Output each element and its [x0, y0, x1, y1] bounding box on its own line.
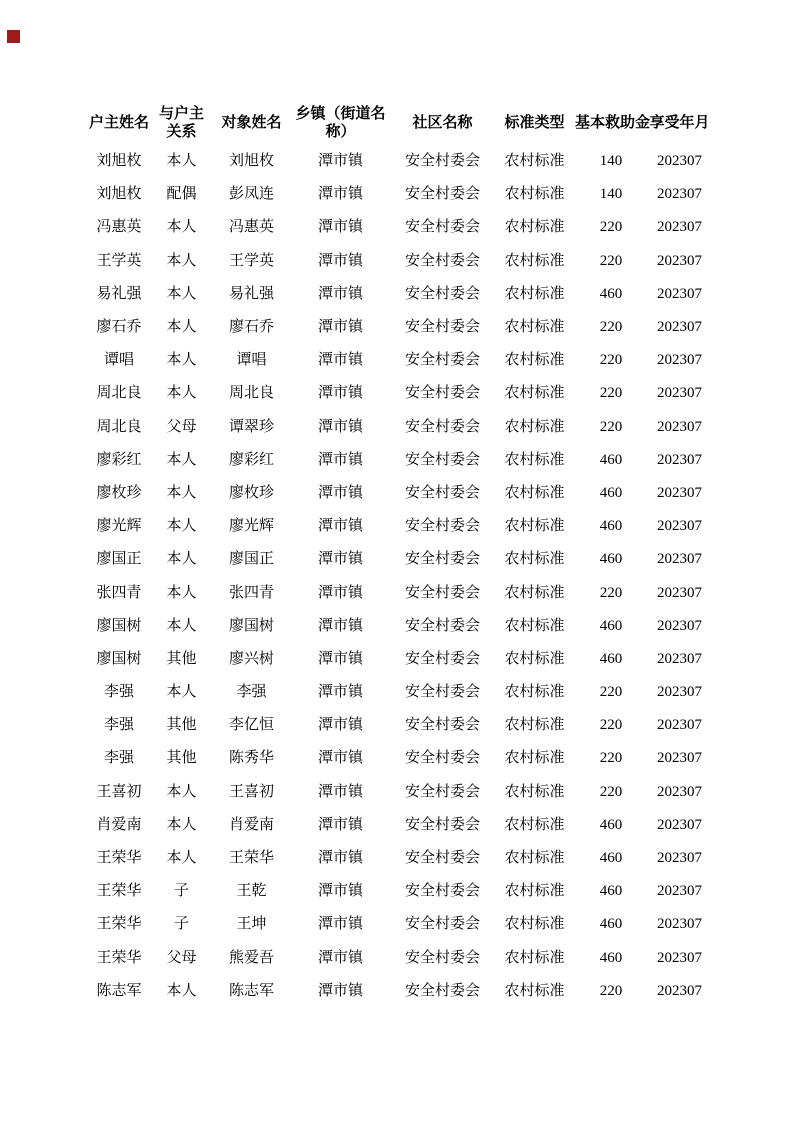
- table-cell-householder: 王喜初: [96, 783, 142, 800]
- table-cell-target: 陈志军: [228, 982, 274, 999]
- table-row: [88, 776, 712, 809]
- table-cell-standard: 农村标准: [504, 650, 565, 667]
- table-cell-householder: 王荣华: [96, 850, 142, 867]
- table-cell-householder: 肖爱南: [96, 816, 142, 833]
- table-cell-amount: 220: [599, 418, 623, 435]
- table-cell-standard: 农村标准: [504, 816, 565, 833]
- table-cell-relation: 本人: [166, 319, 197, 336]
- table-cell-target: 李亿恒: [228, 717, 274, 734]
- table-cell-month: 202307: [657, 949, 702, 966]
- table-row: [88, 444, 712, 477]
- table-cell-month: 202307: [657, 850, 702, 867]
- table-cell-householder: 廖彩红: [96, 451, 142, 468]
- table-cell-township: 潭市镇: [317, 186, 363, 203]
- column-header-line: 乡镇（街道名: [295, 105, 386, 122]
- table-cell-month: 202307: [657, 219, 702, 236]
- table-cell-householder: 陈志军: [96, 982, 142, 999]
- table-cell-month: 202307: [657, 352, 702, 369]
- table-cell-householder: 周北良: [96, 418, 142, 435]
- table-cell-township: 潭市镇: [317, 153, 363, 170]
- table-cell-community: 安全村委会: [404, 982, 480, 999]
- table-row: [88, 411, 712, 444]
- table-cell-relation: 本人: [166, 385, 197, 402]
- table-cell-relation: 本人: [166, 352, 197, 369]
- table-cell-relation: 本人: [166, 451, 197, 468]
- table-cell-relation: 本人: [166, 153, 197, 170]
- table-cell-householder: 冯惠英: [96, 219, 142, 236]
- table-cell-amount: 220: [599, 385, 623, 402]
- table-row: [88, 477, 712, 510]
- table-cell-township: 潭市镇: [317, 650, 363, 667]
- table-cell-relation: 父母: [166, 418, 197, 435]
- table-row: [88, 942, 712, 975]
- table-cell-township: 潭市镇: [317, 783, 363, 800]
- table-cell-township: 潭市镇: [317, 551, 363, 568]
- table-cell-amount: 460: [599, 850, 623, 867]
- table-cell-community: 安全村委会: [404, 252, 480, 269]
- table-cell-amount: 220: [599, 684, 623, 701]
- table-cell-target: 廖彩红: [228, 451, 274, 468]
- table-cell-householder: 廖光辉: [96, 518, 142, 535]
- table-cell-standard: 农村标准: [504, 484, 565, 501]
- table-row: [88, 610, 712, 643]
- table-row: [88, 178, 712, 211]
- table-cell-township: 潭市镇: [317, 982, 363, 999]
- table-cell-community: 安全村委会: [404, 153, 480, 170]
- table-cell-amount: 460: [599, 883, 623, 900]
- table-row: [88, 543, 712, 576]
- table-cell-target: 廖兴树: [228, 650, 274, 667]
- table-cell-amount: 220: [599, 252, 623, 269]
- table-cell-relation: 子: [173, 916, 189, 933]
- table-cell-standard: 农村标准: [504, 750, 565, 767]
- table-row: [88, 278, 712, 311]
- table-cell-relation: 本人: [166, 551, 197, 568]
- table-cell-township: 潭市镇: [317, 319, 363, 336]
- table-cell-standard: 农村标准: [504, 352, 565, 369]
- table-cell-standard: 农村标准: [504, 219, 565, 236]
- table-cell-relation: 本人: [166, 484, 197, 501]
- column-header-target: 对象姓名: [221, 114, 282, 131]
- table-row: [88, 245, 712, 278]
- table-cell-amount: 460: [599, 551, 623, 568]
- table-cell-amount: 460: [599, 916, 623, 933]
- table-cell-community: 安全村委会: [404, 285, 480, 302]
- table-cell-standard: 农村标准: [504, 717, 565, 734]
- column-header-householder: 户主姓名: [88, 114, 149, 131]
- table-cell-householder: 张四青: [96, 584, 142, 601]
- table-cell-township: 潭市镇: [317, 385, 363, 402]
- table-cell-month: 202307: [657, 551, 702, 568]
- table-row: [88, 809, 712, 842]
- table-cell-month: 202307: [657, 451, 702, 468]
- table-cell-township: 潭市镇: [317, 252, 363, 269]
- table-cell-standard: 农村标准: [504, 617, 565, 634]
- table-cell-relation: 本人: [166, 783, 197, 800]
- table-row: [88, 908, 712, 941]
- table-cell-amount: 220: [599, 717, 623, 734]
- table-cell-standard: 农村标准: [504, 916, 565, 933]
- table-cell-community: 安全村委会: [404, 717, 480, 734]
- table-cell-standard: 农村标准: [504, 949, 565, 966]
- table-cell-month: 202307: [657, 717, 702, 734]
- table-cell-community: 安全村委会: [404, 850, 480, 867]
- table-cell-relation: 本人: [166, 285, 197, 302]
- table-cell-township: 潭市镇: [317, 352, 363, 369]
- column-header-community: 社区名称: [412, 114, 473, 131]
- table-cell-amount: 220: [599, 352, 623, 369]
- table-row: [88, 709, 712, 742]
- table-cell-householder: 王荣华: [96, 949, 142, 966]
- table-cell-relation: 本人: [166, 684, 197, 701]
- red-marker: [7, 30, 20, 43]
- table-row: [88, 510, 712, 543]
- table-cell-target: 王学英: [228, 252, 274, 269]
- table-cell-month: 202307: [657, 252, 702, 269]
- table-cell-community: 安全村委会: [404, 418, 480, 435]
- table-cell-township: 潭市镇: [317, 451, 363, 468]
- table-cell-amount: 460: [599, 650, 623, 667]
- table-row: [88, 377, 712, 410]
- table-row: [88, 344, 712, 377]
- table-cell-amount: 460: [599, 451, 623, 468]
- table-cell-target: 张四青: [228, 584, 274, 601]
- table-row: [88, 311, 712, 344]
- table-cell-community: 安全村委会: [404, 883, 480, 900]
- table-cell-relation: 本人: [166, 584, 197, 601]
- subsidy-table: [88, 101, 712, 1008]
- table-cell-amount: 220: [599, 584, 623, 601]
- table-cell-amount: 460: [599, 949, 623, 966]
- table-cell-month: 202307: [657, 750, 702, 767]
- table-cell-township: 潭市镇: [317, 418, 363, 435]
- table-row: [88, 676, 712, 709]
- table-cell-standard: 农村标准: [504, 850, 565, 867]
- table-cell-target: 王坤: [236, 916, 267, 933]
- table-cell-standard: 农村标准: [504, 418, 565, 435]
- table-row: [88, 643, 712, 676]
- table-cell-township: 潭市镇: [317, 617, 363, 634]
- table-cell-month: 202307: [657, 684, 702, 701]
- table-cell-target: 王荣华: [228, 850, 274, 867]
- table-cell-community: 安全村委会: [404, 684, 480, 701]
- table-cell-target: 肖爱南: [228, 816, 274, 833]
- table-cell-month: 202307: [657, 584, 702, 601]
- table-cell-relation: 本人: [166, 816, 197, 833]
- table-cell-target: 王乾: [236, 883, 267, 900]
- table-cell-householder: 廖枚珍: [96, 484, 142, 501]
- table-cell-community: 安全村委会: [404, 783, 480, 800]
- table-cell-relation: 本人: [166, 518, 197, 535]
- table-row: [88, 211, 712, 244]
- table-cell-community: 安全村委会: [404, 650, 480, 667]
- table-cell-township: 潭市镇: [317, 219, 363, 236]
- table-cell-standard: 农村标准: [504, 252, 565, 269]
- table-cell-householder: 李强: [103, 717, 134, 734]
- table-cell-township: 潭市镇: [317, 684, 363, 701]
- table-cell-amount: 460: [599, 484, 623, 501]
- table-cell-community: 安全村委会: [404, 451, 480, 468]
- table-cell-community: 安全村委会: [404, 319, 480, 336]
- table-cell-amount: 220: [599, 750, 623, 767]
- table-cell-amount: 220: [599, 319, 623, 336]
- table-cell-month: 202307: [657, 883, 702, 900]
- table-cell-community: 安全村委会: [404, 385, 480, 402]
- table-cell-householder: 王荣华: [96, 916, 142, 933]
- table-cell-target: 谭唱: [236, 352, 267, 369]
- table-cell-relation: 其他: [166, 750, 197, 767]
- table-cell-amount: 140: [599, 153, 623, 170]
- table-cell-target: 谭翠珍: [228, 418, 274, 435]
- table-cell-target: 廖光辉: [228, 518, 274, 535]
- table-cell-month: 202307: [657, 484, 702, 501]
- table-cell-community: 安全村委会: [404, 916, 480, 933]
- table-cell-month: 202307: [657, 385, 702, 402]
- table-cell-amount: 220: [599, 982, 623, 999]
- table-cell-target: 廖枚珍: [228, 484, 274, 501]
- table-cell-householder: 谭唱: [103, 352, 134, 369]
- table-cell-householder: 廖国树: [96, 617, 142, 634]
- table-cell-month: 202307: [657, 153, 702, 170]
- table-cell-community: 安全村委会: [404, 750, 480, 767]
- table-row: [88, 145, 712, 178]
- table-cell-township: 潭市镇: [317, 717, 363, 734]
- table-cell-community: 安全村委会: [404, 219, 480, 236]
- table-cell-community: 安全村委会: [404, 518, 480, 535]
- table-cell-month: 202307: [657, 518, 702, 535]
- table-cell-standard: 农村标准: [504, 385, 565, 402]
- table-cell-community: 安全村委会: [404, 617, 480, 634]
- column-header-relation: [150, 101, 213, 145]
- table-cell-standard: 农村标准: [504, 319, 565, 336]
- table-cell-township: 潭市镇: [317, 750, 363, 767]
- table-cell-standard: 农村标准: [504, 783, 565, 800]
- table-cell-target: 刘旭枚: [228, 153, 274, 170]
- column-header-amount: 基本救助金: [575, 114, 651, 131]
- table-cell-community: 安全村委会: [404, 551, 480, 568]
- table-cell-month: 202307: [657, 650, 702, 667]
- table-cell-relation: 配偶: [166, 186, 197, 203]
- table-cell-township: 潭市镇: [317, 949, 363, 966]
- table-cell-community: 安全村委会: [404, 949, 480, 966]
- table-cell-standard: 农村标准: [504, 584, 565, 601]
- table-row: [88, 875, 712, 908]
- table-cell-month: 202307: [657, 418, 702, 435]
- table-cell-target: 周北良: [228, 385, 274, 402]
- table-cell-community: 安全村委会: [404, 186, 480, 203]
- table-cell-householder: 易礼强: [96, 285, 142, 302]
- table-cell-month: 202307: [657, 916, 702, 933]
- table-row: [88, 742, 712, 775]
- column-header-line: 关系: [166, 123, 197, 140]
- table-cell-relation: 本人: [166, 850, 197, 867]
- table-cell-target: 熊爱吾: [228, 949, 274, 966]
- table-cell-standard: 农村标准: [504, 518, 565, 535]
- column-header-line: 与户主: [158, 105, 204, 122]
- table-cell-month: 202307: [657, 186, 702, 203]
- table-cell-householder: 周北良: [96, 385, 142, 402]
- table-header-row: [88, 101, 712, 145]
- table-cell-relation: 子: [173, 883, 189, 900]
- table-cell-amount: 220: [599, 219, 623, 236]
- table-cell-amount: 460: [599, 285, 623, 302]
- table-cell-target: 陈秀华: [228, 750, 274, 767]
- table-cell-relation: 父母: [166, 949, 197, 966]
- table-cell-township: 潭市镇: [317, 584, 363, 601]
- table-cell-community: 安全村委会: [404, 484, 480, 501]
- table-row: [88, 576, 712, 609]
- table-cell-relation: 其他: [166, 650, 197, 667]
- table-cell-township: 潭市镇: [317, 518, 363, 535]
- table-cell-amount: 460: [599, 816, 623, 833]
- table-cell-relation: 本人: [166, 252, 197, 269]
- table-cell-township: 潭市镇: [317, 484, 363, 501]
- table-cell-householder: 廖国正: [96, 551, 142, 568]
- table-cell-standard: 农村标准: [504, 684, 565, 701]
- table-cell-target: 廖石乔: [228, 319, 274, 336]
- table-cell-standard: 农村标准: [504, 883, 565, 900]
- table-cell-month: 202307: [657, 783, 702, 800]
- table-cell-householder: 王学英: [96, 252, 142, 269]
- table-cell-amount: 460: [599, 617, 623, 634]
- table-cell-target: 易礼强: [228, 285, 274, 302]
- table-cell-township: 潭市镇: [317, 285, 363, 302]
- table-cell-amount: 220: [599, 783, 623, 800]
- table-cell-target: 彭凤连: [228, 186, 274, 203]
- table-cell-month: 202307: [657, 617, 702, 634]
- table-cell-amount: 460: [599, 518, 623, 535]
- table-cell-month: 202307: [657, 285, 702, 302]
- table-cell-target: 李强: [236, 684, 267, 701]
- table-cell-relation: 本人: [166, 219, 197, 236]
- table-cell-township: 潭市镇: [317, 850, 363, 867]
- table-cell-community: 安全村委会: [404, 352, 480, 369]
- table-cell-standard: 农村标准: [504, 551, 565, 568]
- column-header-line: 称）: [325, 123, 356, 140]
- table-cell-month: 202307: [657, 982, 702, 999]
- table-cell-standard: 农村标准: [504, 451, 565, 468]
- table-cell-township: 潭市镇: [317, 916, 363, 933]
- table-row: [88, 842, 712, 875]
- table-cell-relation: 其他: [166, 717, 197, 734]
- table-cell-householder: 李强: [103, 750, 134, 767]
- table-cell-amount: 140: [599, 186, 623, 203]
- table-cell-community: 安全村委会: [404, 816, 480, 833]
- table-cell-standard: 农村标准: [504, 982, 565, 999]
- table-cell-community: 安全村委会: [404, 584, 480, 601]
- table-cell-standard: 农村标准: [504, 186, 565, 203]
- table-cell-householder: 刘旭枚: [96, 153, 142, 170]
- table-cell-standard: 农村标准: [504, 153, 565, 170]
- table-cell-target: 王喜初: [228, 783, 274, 800]
- column-header-standard: 标准类型: [504, 114, 565, 131]
- table-cell-target: 廖国正: [228, 551, 274, 568]
- column-header-township: [290, 101, 391, 145]
- table-cell-month: 202307: [657, 319, 702, 336]
- table-cell-target: 冯惠英: [228, 219, 274, 236]
- table-cell-month: 202307: [657, 816, 702, 833]
- table-row: [88, 975, 712, 1008]
- table-cell-standard: 农村标准: [504, 285, 565, 302]
- table-cell-relation: 本人: [166, 617, 197, 634]
- table-cell-householder: 廖石乔: [96, 319, 142, 336]
- column-header-month: 享受年月: [649, 114, 710, 131]
- table-cell-township: 潭市镇: [317, 883, 363, 900]
- table-cell-householder: 刘旭枚: [96, 186, 142, 203]
- table-cell-householder: 李强: [103, 684, 134, 701]
- table-cell-householder: 廖国树: [96, 650, 142, 667]
- table-cell-householder: 王荣华: [96, 883, 142, 900]
- table-cell-target: 廖国树: [228, 617, 274, 634]
- table-cell-relation: 本人: [166, 982, 197, 999]
- table-cell-township: 潭市镇: [317, 816, 363, 833]
